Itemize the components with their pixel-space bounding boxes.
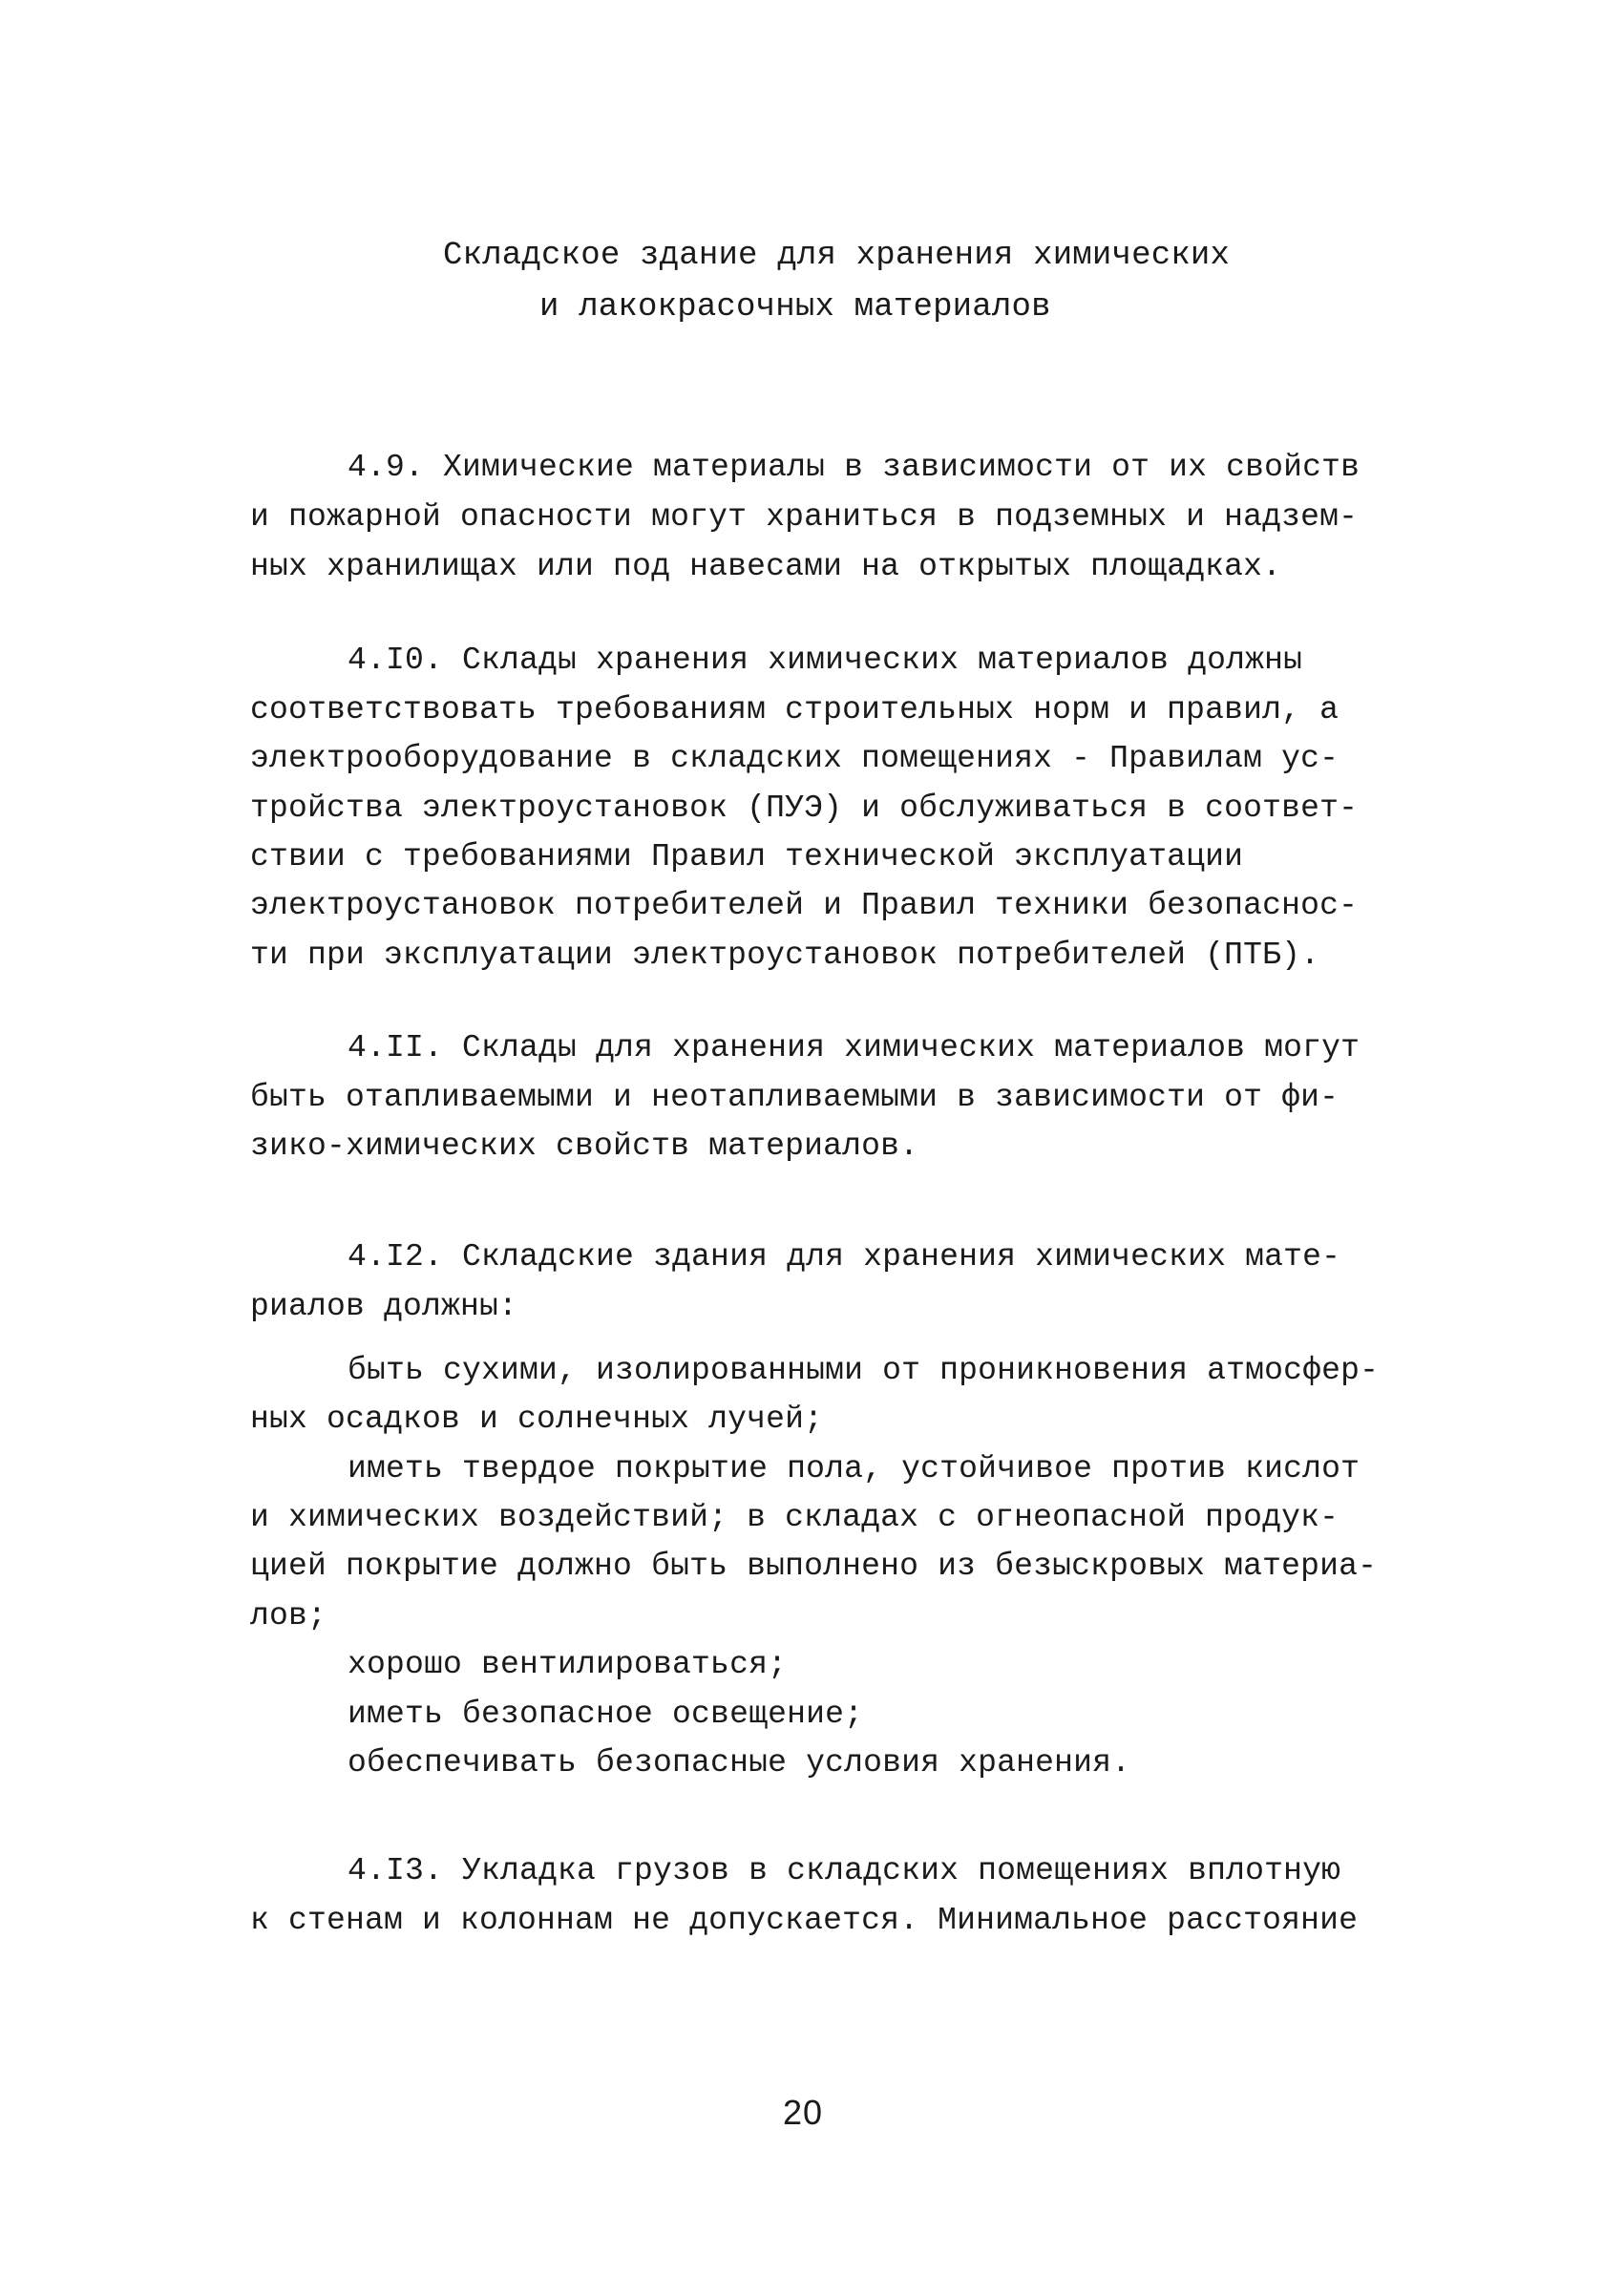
paragraph-4-10-line: тройства электроустановок (ПУЭ) и обслуживаться в соответ- <box>250 791 1359 826</box>
paragraph-4-9-line: ных хранилищах или под навесами на открытых площадках. <box>250 549 1282 584</box>
page-number: 20 <box>783 2093 824 2132</box>
list-item-line: ных осадков и солнечных лучей; <box>250 1402 824 1437</box>
paragraph-4-11-line: быть отапливаемыми и неотапливаемыми в зависимости от фи- <box>250 1080 1339 1115</box>
section-title-line-1: Складское здание для хранения химических <box>443 238 1231 274</box>
paragraph-4-10-line: электроустановок потребителей и Правил техники безопаснос- <box>250 888 1359 923</box>
paragraph-4-10-line: соответствовать требованиям строительных норм и правил, а <box>250 692 1339 727</box>
paragraph-4-11-line: 4.II. Склады для хранения химических материалов могут <box>348 1030 1360 1065</box>
paragraph-4-10-line: 4.I0. Склады хранения химических материалов должны <box>348 643 1303 678</box>
paragraph-4-9-line: 4.9. Химические материалы в зависимости от их свойств <box>348 450 1360 485</box>
paragraph-4-9-line: и пожарной опасности могут храниться в подземных и надзем- <box>250 499 1359 535</box>
list-item-line: иметь твердое покрытие пола, устойчивое против кислот <box>348 1451 1360 1486</box>
paragraph-4-10-line: ствии с требованиями Правил технической эксплуатации <box>250 839 1244 875</box>
paragraph-4-12-line: риалов должны: <box>250 1289 518 1324</box>
section-title-line-2: и лакокрасочных материалов <box>539 289 1051 326</box>
paragraph-4-13-line: к стенам и колоннам не допускается. Минимальное расстояние <box>250 1903 1359 1938</box>
paragraph-4-12-line: 4.I2. Складские здания для хранения химических мате- <box>348 1239 1341 1275</box>
paragraph-4-10-line: электрооборудование в складских помещениях - Правилам ус- <box>250 741 1339 776</box>
list-item-line: обеспечивать безопасные условия хранения. <box>348 1745 1131 1781</box>
list-item-line: хорошо вентилироваться; <box>348 1647 788 1682</box>
list-item-line: лов; <box>250 1598 327 1634</box>
list-item-line: цией покрытие должно быть выполнено из безыскровых материа- <box>250 1549 1378 1584</box>
paragraph-4-10-line: ти при эксплуатации электроустановок потребителей (ПТБ). <box>250 938 1320 973</box>
list-item-line: иметь безопасное освещение; <box>348 1697 864 1732</box>
paragraph-4-11-line: зико-химических свойств материалов. <box>250 1128 919 1164</box>
list-item-line: и химических воздействий; в складах с огнеопасной продук- <box>250 1500 1339 1535</box>
paragraph-4-13-line: 4.I3. Укладка грузов в складских помещениях вплотную <box>348 1853 1341 1888</box>
list-item-line: быть сухими, изолированными от проникновения атмосфер- <box>348 1353 1380 1388</box>
